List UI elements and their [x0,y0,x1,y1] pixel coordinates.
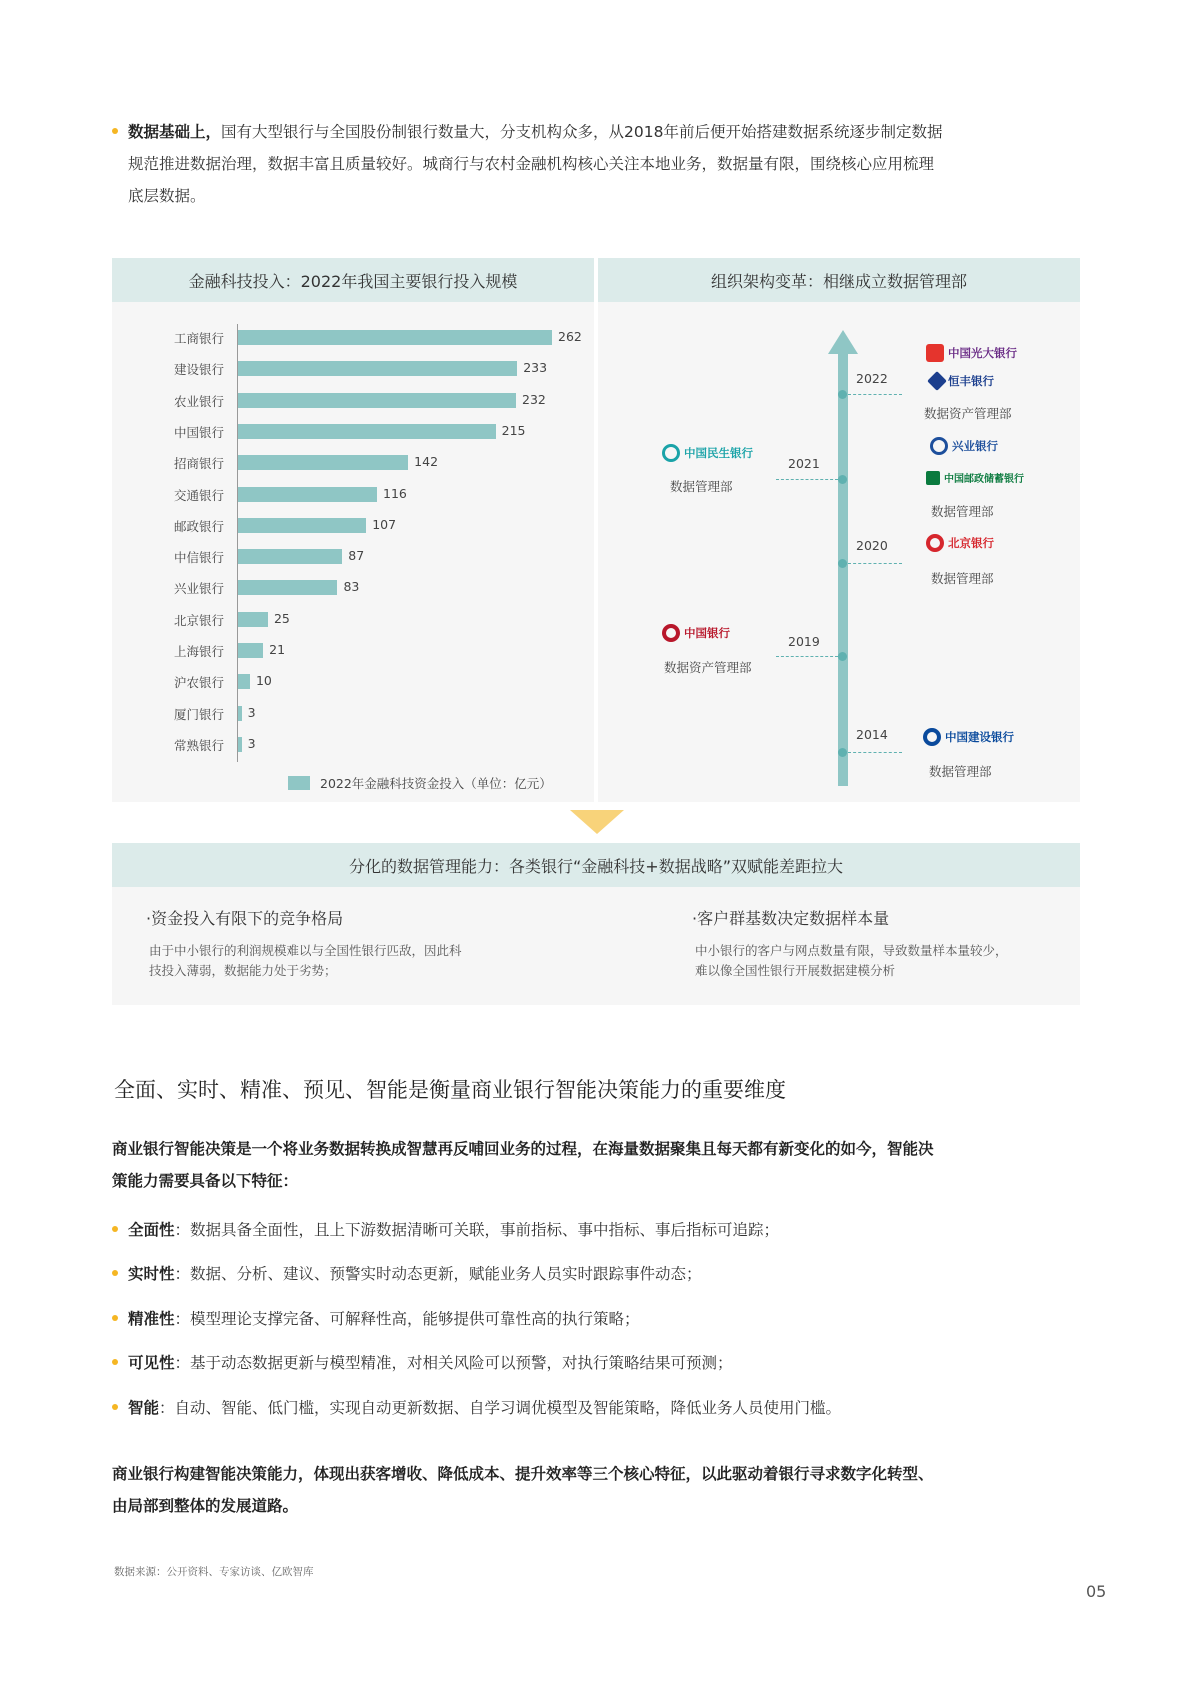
cebbank-icon [926,344,944,362]
bar-category-label: 建设银行 [173,362,224,378]
bar-value-label: 87 [348,548,365,564]
chart-legend [288,774,552,792]
cmbc-icon [662,444,680,462]
bar-category-label: 兴业银行 [173,581,224,597]
cib-icon [930,437,948,455]
dept-2019: 数据资产管理部 [664,660,752,675]
bar-value-label: 107 [372,516,397,532]
intro-paragraph [128,116,1088,212]
feature-bullet-4: 可见性：基于动态数据更新与模型精准，对相关风险可以预警，对执行策略结果可预测； [128,1354,733,1372]
timeline-dash-2014 [848,752,902,753]
intro-lead: 数据基础上， [128,123,222,141]
bar-category-label: 中信银行 [173,550,224,566]
timeline-dot-2020 [838,559,847,568]
bullet-dot-4 [112,1359,118,1365]
timeline-dot-2022 [838,390,847,399]
logo-ccb: 中国建设银行 [923,728,1014,746]
dept-2021-right: 数据管理部 [931,504,994,519]
summary-right-line1: 中小银行的客户与网点数量有限，导致数量样本量较少， [695,943,1008,958]
page-number: 05 [1086,1582,1107,1601]
logo-cebbank: 中国光大银行 [926,344,1017,362]
summary-left-line2: 技投入薄弱，数据能力处于劣势； [149,963,337,978]
bar [238,361,517,376]
bar [238,549,342,564]
psbc-icon [926,471,940,485]
intro-line3: 底层数据。 [128,187,206,205]
bar [238,455,408,470]
bar-category-label: 厦门银行 [173,706,224,722]
bar-category-label: 中国银行 [173,424,224,440]
right-panel-header [598,258,1080,302]
timeline-shaft [838,354,848,786]
legend-label: 2022年金融科技资金投入（单位：亿元） [320,776,552,791]
bar-value-label: 3 [247,735,256,751]
bar [238,330,552,345]
timeline-dash-2019 [776,656,838,657]
bar-value-label: 262 [558,329,582,344]
bar-value-label: 3 [247,704,256,720]
bar-chart [132,302,582,802]
left-panel-body [112,302,594,802]
bar-value-label: 25 [273,610,290,626]
conclusion-line1: 商业银行构建智能决策能力，体现出获客增收、降低成本、提升效率等三个核心特征，以此驱动着银行寻求数字化转型、 [112,1465,934,1483]
bar [238,674,250,689]
bullet-dot-5 [112,1404,118,1410]
timeline-arrowhead [828,330,858,354]
bar-chart-y-axis [237,324,238,762]
intro-line1: 国有大型银行与全国股份制银行数量大，分支机构众多，从2018年前后便开始搭建数据系统逐步制定数据 [221,123,943,141]
logo-psbc: 中国邮政储蓄银行 [926,470,1024,485]
summary-panel-header [112,843,1080,887]
conclusion-line2: 由局部到整体的发展道路。 [112,1497,299,1515]
intro-line2: 规范推进数据治理，数据丰富且质量较好。城商行与农村金融机构核心关注本地业务，数据量有限，围绕核心应用梳理 [128,155,935,173]
feature-bullet-2: 实时性：数据、分析、建议、预警实时动态更新，赋能业务人员实时跟踪事件动态； [128,1265,702,1283]
bar-value-label: 10 [255,673,272,689]
bar-value-label: 215 [501,422,526,438]
dept-2022: 数据资产管理部 [924,406,1012,421]
logo-bob: 北京银行 [926,534,994,552]
bar-category-label: 常熟银行 [173,737,224,753]
bar [238,424,496,439]
timeline-dot-2014 [838,748,847,757]
timeline-dash-2022 [848,394,902,395]
bob-icon [926,534,944,552]
bar [238,706,242,721]
timeline-dot-2019 [838,652,847,661]
year-2022: 2022 [856,371,888,386]
timeline-dash-2020 [848,563,902,564]
bar-value-label: 116 [383,485,407,501]
summary-panel-title: 分化的数据管理能力：各类银行“金融科技+数据战略”双赋能差距拉大 [349,856,843,876]
year-2020: 2020 [856,538,888,553]
data-source: 数据来源：公开资料、专家访谈、亿欧智库 [114,1566,314,1578]
summary-left-desc [149,941,589,981]
logo-boc: 中国银行 [662,624,730,642]
bar-value-label: 142 [414,454,439,470]
logo-cmbc: 中国民生银行 [662,444,753,462]
dept-2014: 数据管理部 [929,764,992,779]
section-intro-line1: 商业银行智能决策是一个将业务数据转换成智慧再反哺回业务的过程，在海量数据聚集且每天都有新变化的如今，智能决 [112,1140,934,1158]
logo-hengfeng: 恒丰银行 [930,373,994,389]
ccb-icon [923,728,941,746]
year-2014: 2014 [856,727,888,742]
summary-left-line1: 由于中小银行的利润规模难以与全国性银行匹敌，因此科 [149,943,462,958]
left-panel-header [112,258,594,302]
bar-category-label: 北京银行 [173,612,224,628]
summary-right-title: ·客户群基数决定数据样本量 [692,909,890,928]
down-arrow-icon [570,810,624,834]
bar-category-label: 交通银行 [173,487,224,503]
summary-left-title: ·资金投入有限下的竞争格局 [146,909,344,928]
bar [238,518,366,533]
bar [238,487,377,502]
dept-2021-left: 数据管理部 [670,479,733,494]
legend-swatch [288,776,310,790]
bullet-dot-2 [112,1270,118,1276]
dept-2020: 数据管理部 [931,571,994,586]
bar-category-label: 农业银行 [173,393,224,409]
boc-icon [662,624,680,642]
right-panel-title: 组织架构变革：相继成立数据管理部 [710,271,967,291]
feature-bullet-1: 全面性：数据具备全面性，且上下游数据清晰可关联，事前指标、事中指标、事后指标可追踪； [128,1221,780,1239]
bar [238,580,337,595]
right-panel-body [598,302,1080,802]
section-heading: 全面、实时、精准、预见、智能是衡量商业银行智能决策能力的重要维度 [114,1078,786,1102]
bar [238,393,516,408]
bar-value-label: 233 [523,360,548,376]
bar-category-label: 工商银行 [173,331,224,346]
bar [238,612,268,627]
bar [238,643,263,658]
hengfeng-icon [927,371,947,391]
bar-category-label: 邮政银行 [173,518,224,534]
bar-value-label: 83 [343,579,360,595]
timeline-dot-2021 [838,475,847,484]
section-intro-line2: 策能力需要具备以下特征： [112,1172,299,1190]
section-conclusion [112,1458,1092,1522]
summary-right-desc [695,941,1075,981]
section-intro [112,1133,1092,1197]
timeline-dash-2021 [776,479,838,480]
bar-value-label: 232 [522,391,546,407]
logo-cib: 兴业银行 [930,437,998,455]
bullet-dot-3 [112,1315,118,1321]
year-2019: 2019 [788,634,820,649]
feature-bullet-3: 精准性：模型理论支撑完备、可解释性高，能够提供可靠性高的执行策略； [128,1310,640,1328]
year-2021: 2021 [788,456,820,471]
left-panel-title: 金融科技投入：2022年我国主要银行投入规模 [188,271,518,291]
bullet-dot-1 [112,1226,118,1232]
bar-value-label: 21 [269,642,286,657]
intro-bullet [112,128,118,134]
summary-right-line2: 难以像全国性银行开展数据建模分析 [695,963,896,978]
bar-category-label: 招商银行 [173,456,224,472]
feature-bullet-5: 智能：自动、智能、低门槛，实现自动更新数据、自学习调优模型及智能策略，降低业务人员使用门槛。 [128,1399,842,1417]
bar-category-label: 沪农银行 [173,675,224,691]
bar-category-label: 上海银行 [173,644,224,659]
bar [238,737,242,752]
